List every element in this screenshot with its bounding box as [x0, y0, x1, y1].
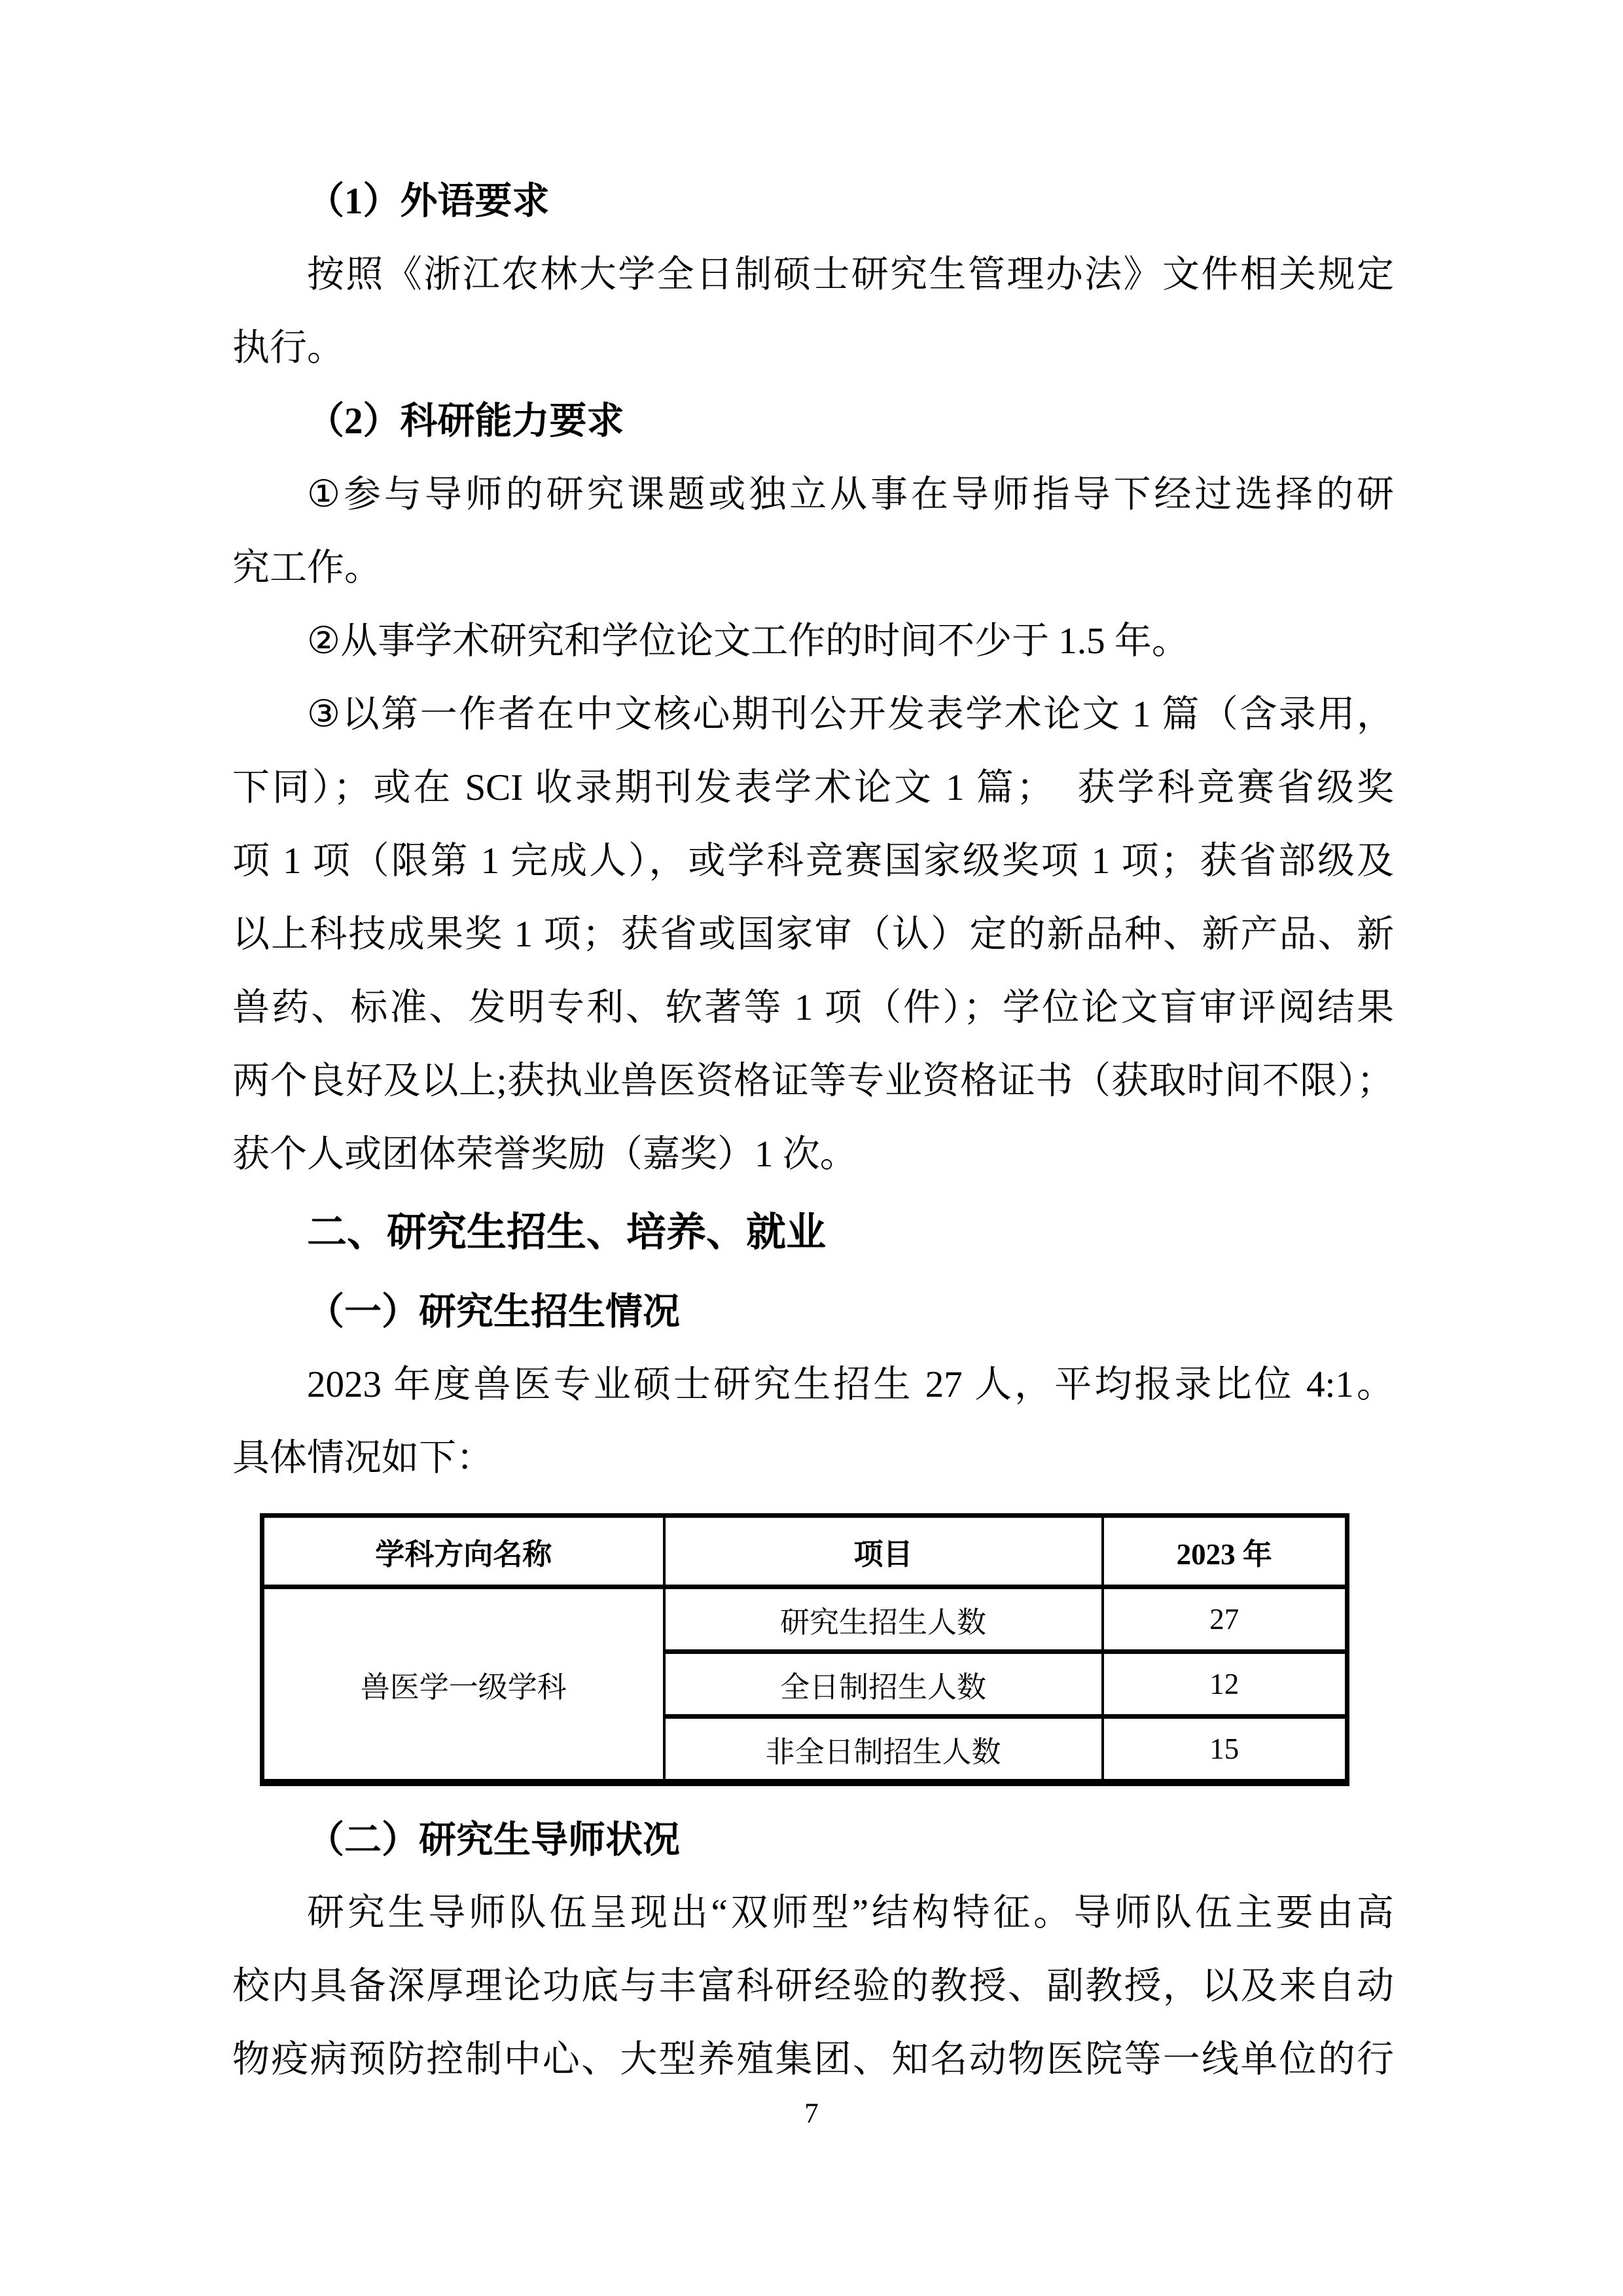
- paragraph-line: ③以第一作者在中文核心期刊公开发表学术论文 1 篇（含录用，: [307, 694, 1394, 735]
- table-cell-value: 15: [1103, 1717, 1347, 1783]
- table-cell-item: 研究生招生人数: [664, 1587, 1103, 1652]
- paragraph-line: 两个良好及以上;获执业兽医资格证等专业资格证书（获取时间不限）；: [232, 1060, 1394, 1102]
- enrollment-table: [260, 1513, 1349, 1786]
- paragraph-line: 校内具备深厚理论功底与丰富科研经验的教授、副教授，以及来自动: [232, 1965, 1394, 2007]
- table-cell-value: 27: [1103, 1587, 1347, 1652]
- paragraph-line: 执行。: [232, 327, 344, 368]
- paragraph-line: 物疫病预防控制中心、大型养殖集团、知名动物医院等一线单位的行: [232, 2039, 1394, 2080]
- paragraph-line: 获个人或团体荣誉奖励（嘉奖）1 次。: [232, 1134, 857, 1175]
- paragraph-line: 究工作。: [232, 547, 382, 588]
- heading-enrollment-training-employment: 二、研究生招生、培养、就业: [307, 1210, 827, 1254]
- paragraph-line: 2023 年度兽医专业硕士研究生招生 27 人，平均报录比位 4:1。: [307, 1364, 1394, 1405]
- table-header-item: 项目: [664, 1516, 1103, 1587]
- heading-tutor-situation: （二）研究生导师状况: [307, 1819, 680, 1861]
- paragraph-line: 项 1 项（限第 1 完成人），或学科竞赛国家级奖项 1 项；获省部级及: [232, 840, 1394, 882]
- paragraph-line: 具体情况如下：: [232, 1437, 493, 1479]
- paragraph-line: 下同）；或在 SCI 收录期刊发表学术论文 1 篇； 获学科竞赛省级奖: [232, 767, 1394, 808]
- table-cell-value: 12: [1103, 1652, 1347, 1717]
- paragraph-line: 按照《浙江农林大学全日制硕士研究生管理办法》文件相关规定: [307, 254, 1394, 295]
- table-cell-item: 非全日制招生人数: [664, 1717, 1103, 1783]
- table-cell-item: 全日制招生人数: [664, 1652, 1103, 1717]
- paragraph-line: 以上科技成果奖 1 项；获省或国家审（认）定的新品种、新产品、新: [232, 914, 1394, 955]
- paragraph-line: ①参与导师的研究课题或独立从事在导师指导下经过选择的研: [307, 474, 1394, 515]
- paragraph-line: 兽药、标准、发明专利、软著等 1 项（件）；学位论文盲审评阅结果: [232, 987, 1394, 1028]
- paragraph-line: ②从事学术研究和学位论文工作的时间不少于 1.5 年。: [307, 620, 1189, 662]
- table-header-year: 2023 年: [1103, 1516, 1347, 1587]
- table-header-discipline: 学科方向名称: [262, 1516, 664, 1587]
- table-cell-discipline: 兽医学一级学科: [262, 1587, 664, 1783]
- table-header-row: [262, 1516, 1347, 1587]
- heading-research-ability-requirement: （2）科研能力要求: [307, 401, 624, 442]
- table-row: [262, 1587, 1347, 1652]
- heading-foreign-language-requirement: （1）外语要求: [307, 181, 550, 222]
- paragraph-line: 研究生导师队伍呈现出“双师型”结构特征。导师队伍主要由高: [307, 1892, 1394, 1933]
- heading-enrollment-situation: （一）研究生招生情况: [307, 1291, 680, 1333]
- page-number: 7: [804, 2098, 819, 2129]
